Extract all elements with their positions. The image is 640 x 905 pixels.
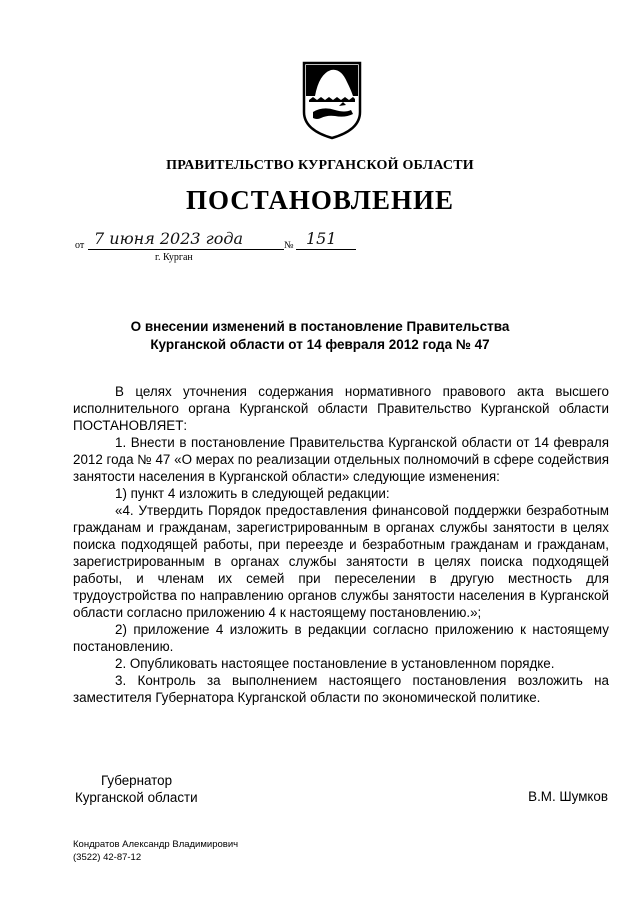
coat-of-arms-icon bbox=[301, 60, 363, 140]
body-paragraph-preamble: В целях уточнения содержания нормативного правового акта высшего исполнительного органа Курганской области Правительство Курганской области ПОСТАНОВЛЯЕТ: bbox=[73, 384, 609, 433]
number-label: № bbox=[284, 240, 294, 251]
dateline bbox=[75, 230, 375, 270]
signatory-title bbox=[75, 772, 198, 806]
subject-line-2: Курганской области от 14 февраля 2012 года № 47 bbox=[150, 337, 490, 352]
body-paragraph-item-3: 3. Контроль за выполнением настоящего постановления возложить на заместителя Губернатора Курганской области по экономической политике. bbox=[73, 673, 609, 705]
subject-line-1: О внесении изменений в постановление Правительства bbox=[130, 319, 510, 334]
government-name: ПРАВИТЕЛЬСТВО КУРГАНСКОЙ ОБЛАСТИ bbox=[166, 158, 474, 173]
date-from-label: от bbox=[75, 240, 85, 251]
document-body bbox=[73, 383, 609, 706]
body-paragraph-quote: «4. Утвердить Порядок предоставления финансовой поддержки безработным гражданам и гражданам, зарегистрированным в органах службы занятости в целях поиска подходящей работы, при переезде и безработным гражданам и гражданам, зарегистрированным в органах службы занятости в целях поиска подходящей работы, и членам их семей при переселении в другую местность для трудоустройства по направлению органов службы занятости населения в Курганской области согласно приложению 4 к настоящему постановлению.»; bbox=[73, 503, 609, 620]
signatory-name: В.М. Шумков bbox=[528, 789, 608, 804]
executor-name: Кондратов Александр Владимирович bbox=[73, 839, 239, 850]
body-paragraph-subitem-2: 2) приложение 4 изложить в редакции согласно приложению к настоящему постановлению. bbox=[73, 622, 609, 654]
body-paragraph-subitem-1: 1) пункт 4 изложить в следующей редакции: bbox=[115, 486, 390, 501]
city-name: г. Курган bbox=[155, 252, 193, 263]
executor-info bbox=[73, 838, 238, 864]
document-type-title: ПОСТАНОВЛЕНИЕ bbox=[185, 185, 455, 215]
document-date: 7 июня 2023 года bbox=[88, 230, 284, 250]
document-subject bbox=[0, 318, 640, 354]
body-paragraph-item-2: 2. Опубликовать настоящее постановление в установленном порядке. bbox=[115, 656, 555, 671]
signatory-title-line-1: Губернатор bbox=[101, 773, 173, 788]
signatory-title-line-2: Курганской области bbox=[75, 790, 198, 805]
executor-phone: (3522) 42-87-12 bbox=[73, 852, 142, 863]
document-number: 151 bbox=[296, 230, 356, 250]
body-paragraph-item-1: 1. Внести в постановление Правительства Курганской области от 14 февраля 2012 года № 47 «О мерах по реализации отдельных полномочий в сфере содействия занятости населения в Курганской области» следующие изменения: bbox=[73, 435, 609, 484]
